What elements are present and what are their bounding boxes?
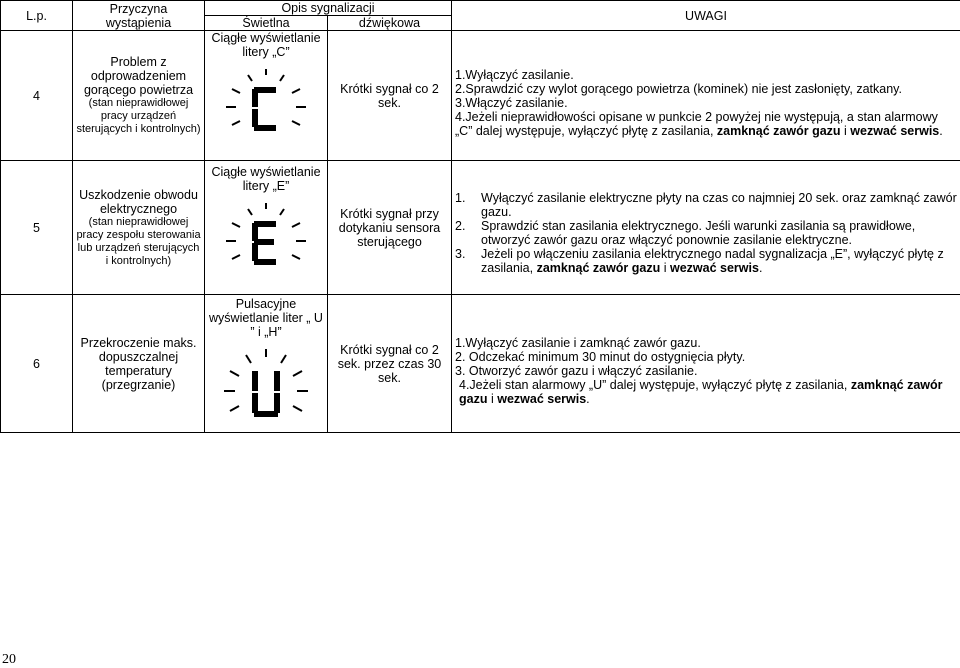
light-cell xyxy=(205,161,328,295)
note-line: 4.Jeżeli nieprawidłowości opisane w punkcie 2 powyżej nie występują, a stan alarmowy „C” dalej występuje, wyłączyć płytę z zasilania, zamknąć zawór gazu i wezwać serwis. xyxy=(455,109,943,138)
note-line: 3.Włączyć zasilanie. xyxy=(455,95,568,110)
call-service-emphasis: wezwać serwis xyxy=(850,123,940,138)
sound-cell: Krótki sygnał przy dotykaniu sensora sterującego xyxy=(328,161,452,295)
sound-cell: Krótki sygnał co 2 sek. przez czas 30 sek. xyxy=(328,295,452,433)
light-cell xyxy=(205,295,328,433)
display-letter-e-icon xyxy=(218,201,314,275)
row-number: 4 xyxy=(1,31,73,161)
page-number: 20 xyxy=(2,652,16,667)
display-letter-u-icon xyxy=(218,347,314,427)
cause-title: Przekroczenie maks. dopuszczalnej temperatury (przegrzanie) xyxy=(80,335,197,392)
cause-detail: (stan nieprawidłowej pracy zespołu sterowania lub urządzeń sterujących i kontrolnych) xyxy=(76,215,201,267)
header-notes: UWAGI xyxy=(452,1,960,31)
note-line: 3. Otworzyć zawór gazu i włączyć zasilanie. xyxy=(455,363,698,378)
cause-cell xyxy=(73,31,205,161)
notes-cell xyxy=(452,295,960,433)
note-line: 2. Odczekać minimum 30 minut do ostygnięcia płyty. xyxy=(455,349,746,364)
header-light: Świetlna xyxy=(205,16,328,31)
header-lp: L.p. xyxy=(1,1,73,31)
display-letter-c-icon xyxy=(218,67,314,137)
call-service-emphasis: wezwać serwis xyxy=(669,260,759,275)
cause-title: Problem z odprowadzeniem gorącego powietrza xyxy=(83,55,194,97)
note-line: 1.Wyłączyć zasilanie. xyxy=(455,67,574,82)
light-text: Pulsacyjne wyświetlanie liter „ U ” i „H” xyxy=(209,297,323,339)
row-number: 5 xyxy=(1,161,73,295)
table-row xyxy=(1,31,960,161)
light-text: Ciągłe wyświetlanie litery „C” xyxy=(211,31,321,59)
table-row xyxy=(1,161,960,295)
note-line: 4.Jeżeli stan alarmowy „U” dalej występuje, wyłączyć płytę z zasilania, zamknąć zawór gazu i wezwać serwis. xyxy=(459,377,943,406)
notes-list xyxy=(455,191,957,275)
close-gas-emphasis: zamknąć zawór gazu xyxy=(716,123,841,138)
note-line: 1.Wyłączyć zasilanie i zamknąć zawór gazu. xyxy=(455,335,701,350)
list-item: 2. Sprawdzić stan zasilania elektrycznego. Jeśli warunki zasilania są prawidłowe, otworzyć zawór gazu oraz włączyć ponownie zasilanie elektryczne. xyxy=(455,218,916,247)
call-service-emphasis: wezwać serwis xyxy=(497,391,587,406)
close-gas-emphasis: zamknąć zawór gazu xyxy=(536,260,661,275)
cause-title: Uszkodzenie obwodu elektrycznego xyxy=(79,187,198,216)
row-number: 6 xyxy=(1,295,73,433)
header-sound: dźwiękowa xyxy=(328,16,452,31)
header-cause: Przyczyna wystąpienia xyxy=(73,1,205,31)
header-signal-desc: Opis sygnalizacji xyxy=(205,1,452,16)
cause-cell xyxy=(73,295,205,433)
list-item: 3. Jeżeli po włączeniu zasilania elektrycznego nadal sygnalizacja „E”, wyłączyć płytę z zasilania, zamknąć zawór gazu i wezwać serwis. xyxy=(455,246,944,275)
cause-detail: (stan nieprawidłowej pracy urządzeń sterujących i kontrolnych) xyxy=(76,97,201,135)
light-text: Ciągłe wyświetlanie litery „E” xyxy=(211,165,321,193)
cause-cell xyxy=(73,161,205,295)
note-line: 2.Sprawdzić czy wylot gorącego powietrza (kominek) nie jest zasłonięty, zatkany. xyxy=(455,81,902,96)
notes-cell xyxy=(452,161,960,295)
sound-cell: Krótki sygnał co 2 sek. xyxy=(328,31,452,161)
light-cell xyxy=(205,31,328,161)
close-gas-emphasis: zamknąć zawór gazu xyxy=(459,377,943,406)
notes-cell xyxy=(452,31,960,161)
list-item: 1. Wyłączyć zasilanie elektryczne płyty na czas co najmniej 20 sek. oraz zamknąć zawór gazu. xyxy=(455,190,957,219)
table-row xyxy=(1,295,960,433)
